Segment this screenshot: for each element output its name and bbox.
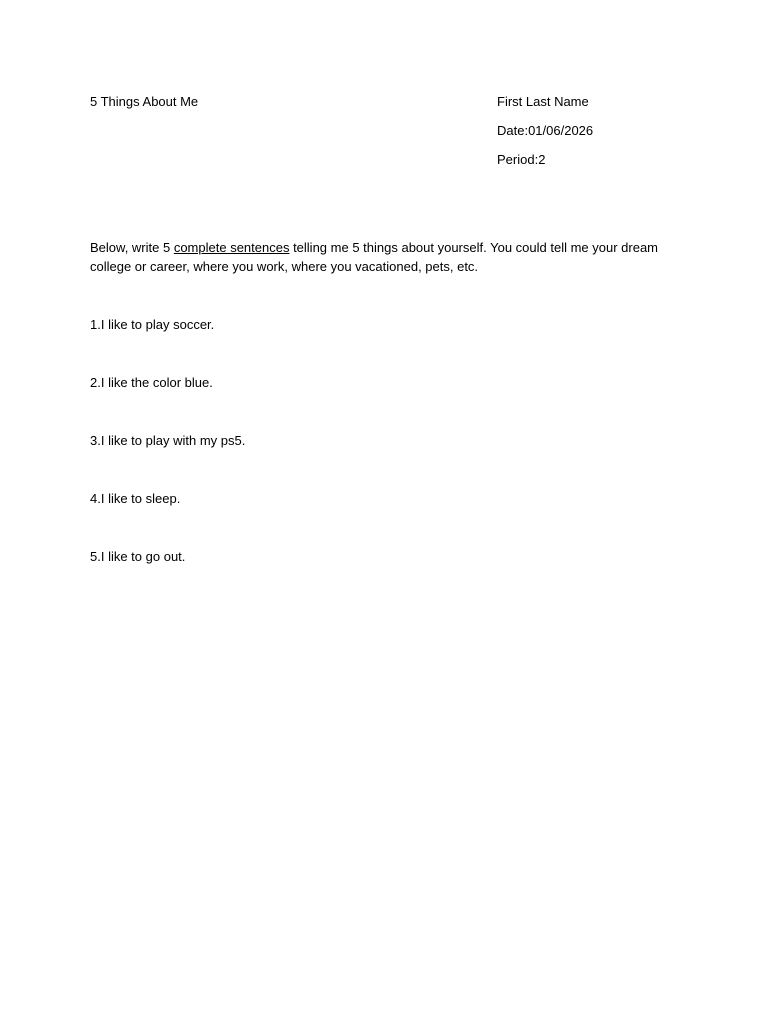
instructions-underlined-text: complete sentences <box>173 240 290 255</box>
date-line: Date:01/06/2026 <box>497 123 594 138</box>
list-item: 1.I like to play soccer. <box>90 317 215 332</box>
list-item: 4.I like to sleep. <box>90 491 181 506</box>
document-title: 5 Things About Me <box>90 94 199 109</box>
student-name: First Last Name <box>497 94 589 109</box>
instructions-paragraph <box>90 238 670 276</box>
instructions-text-end: telling me 5 things about yourself. You could tell me your dream college or career, where you work, where you vacationed, pets, etc. <box>90 240 658 274</box>
instructions-text-start: Below, write 5 <box>90 240 174 255</box>
period-line: Period:2 <box>497 152 546 167</box>
list-item: 2.I like the color blue. <box>90 375 213 390</box>
list-item: 5.I like to go out. <box>90 549 186 564</box>
list-item: 3.I like to play with my ps5. <box>90 433 246 448</box>
